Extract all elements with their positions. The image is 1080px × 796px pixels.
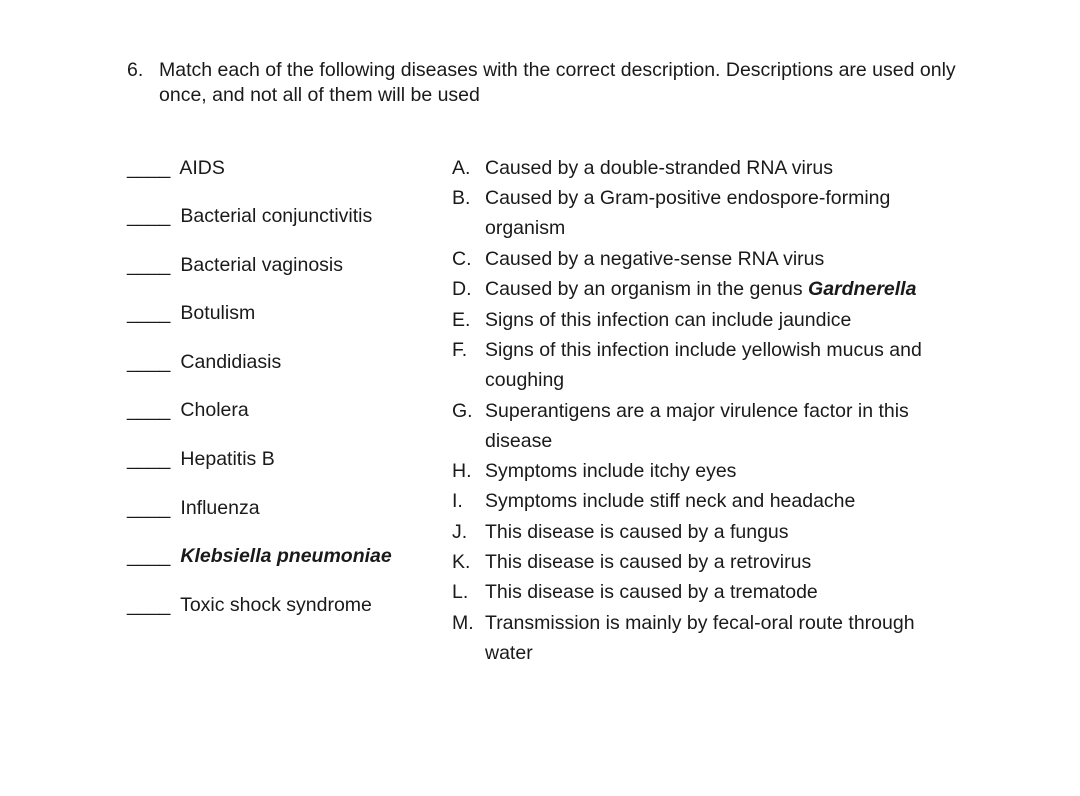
- answer-blank[interactable]: ____: [127, 545, 171, 567]
- description-letter: J.: [452, 521, 468, 543]
- description-item: [452, 153, 962, 183]
- description-item: [452, 335, 962, 395]
- description-text: Symptoms include stiff neck and headache: [485, 490, 856, 512]
- disease-item: [127, 543, 392, 569]
- disease-label: Botulism: [180, 302, 256, 324]
- answer-blank[interactable]: ____: [127, 157, 171, 179]
- disease-item: [127, 592, 372, 618]
- answer-blank[interactable]: ____: [127, 448, 171, 470]
- description-letter: E.: [452, 309, 471, 331]
- description-text: Symptoms include itchy eyes: [485, 460, 737, 482]
- disease-label: Influenza: [180, 497, 260, 519]
- description-letter: L.: [452, 581, 469, 603]
- disease-item: [127, 349, 281, 375]
- disease-label: Cholera: [180, 399, 249, 421]
- answer-blank[interactable]: ____: [127, 302, 171, 324]
- answer-blank[interactable]: ____: [127, 351, 171, 373]
- description-item: [452, 547, 962, 577]
- disease-label: AIDS: [179, 157, 225, 179]
- disease-item: [127, 446, 275, 472]
- disease-item: [127, 300, 255, 326]
- description-letter: M.: [452, 612, 474, 634]
- disease-label: Hepatitis B: [180, 448, 275, 470]
- disease-item: [127, 495, 260, 521]
- question-number: 6.: [127, 59, 144, 81]
- question-prompt: [127, 58, 957, 108]
- description-item: [452, 183, 962, 243]
- description-text: Signs of this infection can include jaundice: [485, 309, 852, 331]
- description-item: [452, 486, 962, 516]
- description-item: [452, 244, 962, 274]
- description-letter: H.: [452, 460, 472, 482]
- description-item: [452, 456, 962, 486]
- disease-item: [127, 155, 225, 181]
- description-text-wrapper: [485, 274, 962, 304]
- description-text: Caused by a Gram-positive endospore-forming organism: [485, 187, 891, 239]
- description-text: Caused by a negative-sense RNA virus: [485, 248, 825, 270]
- disease-item: [127, 397, 249, 423]
- description-letter: I.: [452, 490, 463, 512]
- description-item: [452, 608, 962, 668]
- description-text: Caused by an organism in the genus: [485, 278, 809, 300]
- description-letter: D.: [452, 278, 472, 300]
- answer-blank[interactable]: ____: [127, 594, 171, 616]
- disease-label: Candidiasis: [180, 351, 282, 373]
- description-letter: K.: [452, 551, 471, 573]
- description-text: This disease is caused by a fungus: [485, 521, 789, 543]
- disease-item: [127, 252, 343, 278]
- description-item: [452, 577, 962, 607]
- description-letter: F.: [452, 339, 468, 361]
- answer-blank[interactable]: ____: [127, 497, 171, 519]
- description-text: Caused by a double-stranded RNA virus: [485, 157, 833, 179]
- disease-label: Bacterial vaginosis: [180, 254, 344, 276]
- genus-name: Gardnerella: [808, 278, 917, 300]
- answer-blank[interactable]: ____: [127, 254, 171, 276]
- disease-label: Toxic shock syndrome: [180, 594, 372, 616]
- description-item: [452, 517, 962, 547]
- description-text: Transmission is mainly by fecal-oral route through water: [485, 612, 915, 664]
- disease-label: Bacterial conjunctivitis: [180, 205, 373, 227]
- description-letter: A.: [452, 157, 471, 179]
- description-letter: G.: [452, 400, 473, 422]
- description-text: Signs of this infection include yellowish mucus and coughing: [485, 339, 922, 391]
- question-text: Match each of the following diseases with the correct description. Descriptions are used only once, and not all of them will be used: [159, 59, 956, 106]
- description-letter: C.: [452, 248, 472, 270]
- description-text: Superantigens are a major virulence factor in this disease: [485, 400, 909, 452]
- answer-blank[interactable]: ____: [127, 205, 171, 227]
- description-letter: B.: [452, 187, 471, 209]
- description-item: [452, 274, 962, 304]
- disease-label: Klebsiella pneumoniae: [180, 545, 392, 567]
- description-text: This disease is caused by a trematode: [485, 581, 818, 603]
- description-text: This disease is caused by a retrovirus: [485, 551, 812, 573]
- description-item: [452, 396, 962, 456]
- disease-item: [127, 203, 372, 229]
- answer-blank[interactable]: ____: [127, 399, 171, 421]
- description-item: [452, 305, 962, 335]
